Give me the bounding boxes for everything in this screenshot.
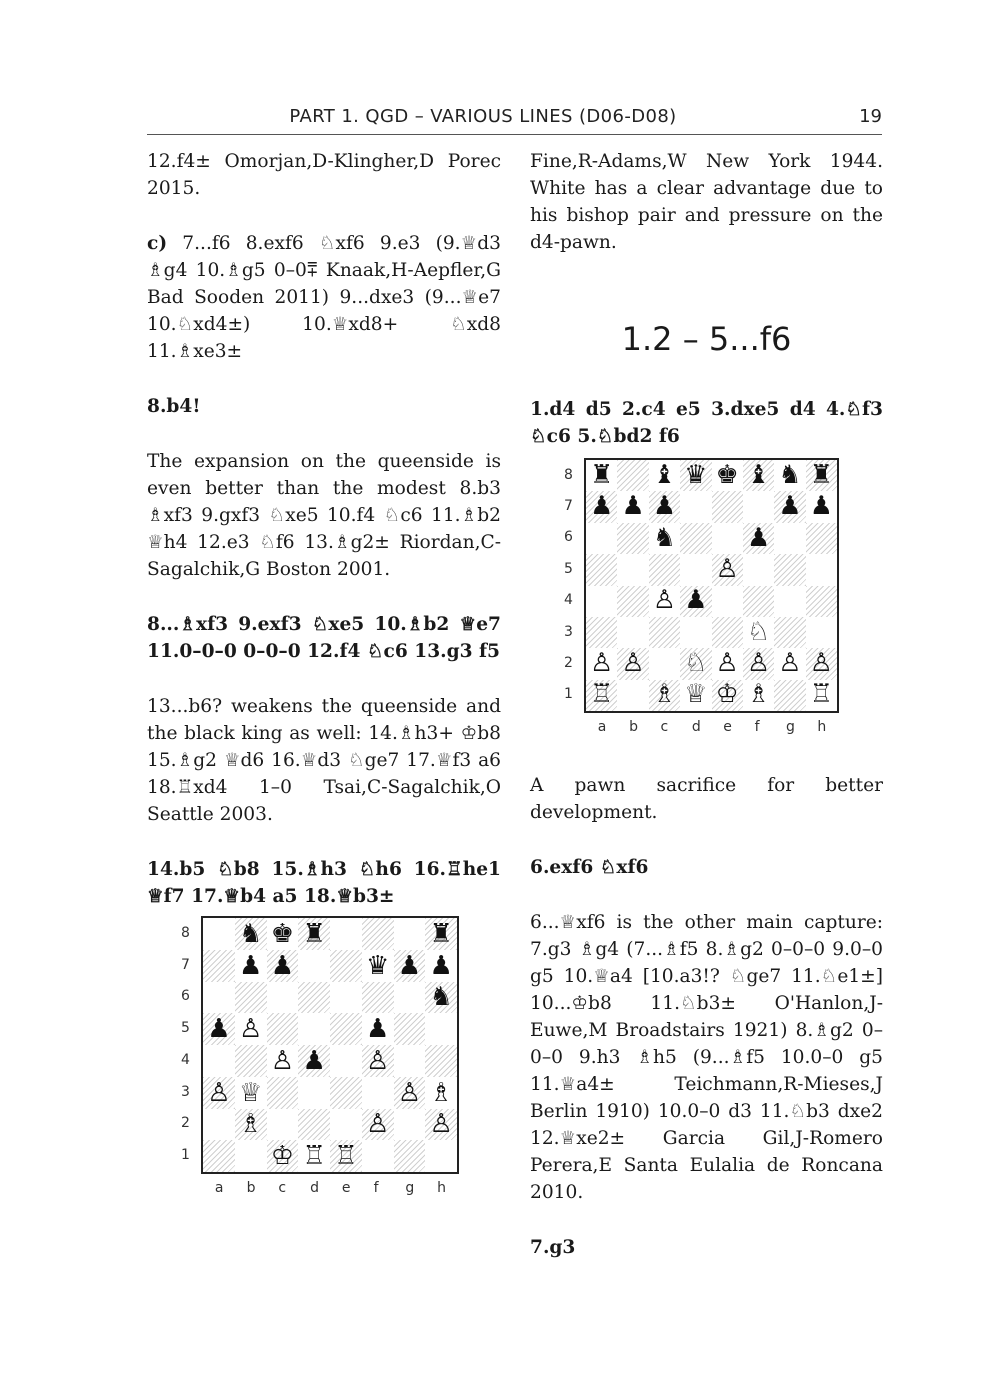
square-d7 — [680, 491, 711, 522]
square-a6 — [586, 523, 617, 554]
paragraph-continued: Fine,R-Adams,W New York 1944. White has a clear advantage due to his bishop pair and pressure on the d4-pawn. — [530, 151, 883, 253]
square-f1 — [362, 1140, 394, 1172]
white-pawn-piece: ♙ — [207, 1077, 231, 1108]
black-rook-piece: ♜ — [429, 918, 453, 949]
square-h2 — [425, 1109, 457, 1141]
square-d7 — [298, 950, 330, 982]
square-c3 — [649, 617, 680, 648]
square-a6 — [203, 982, 235, 1014]
square-e5 — [330, 1013, 362, 1045]
square-c1 — [649, 680, 680, 711]
square-h8 — [806, 460, 837, 491]
main-move-6exf6: 6.exf6 ♘xf6 — [530, 857, 649, 878]
white-king-piece: ♔ — [270, 1141, 295, 1172]
black-pawn-piece: ♟ — [809, 491, 833, 522]
square-e3 — [712, 617, 743, 648]
square-g8 — [394, 918, 426, 950]
square-h5 — [806, 554, 837, 585]
square-f3 — [362, 1077, 394, 1109]
square-e8 — [712, 460, 743, 491]
square-h7 — [425, 950, 457, 982]
rank-label: 3 — [181, 1083, 190, 1100]
square-f4 — [362, 1045, 394, 1077]
square-b4 — [617, 586, 648, 617]
white-pawn-piece: ♙ — [590, 648, 614, 679]
file-label: f — [754, 719, 760, 735]
rank-label: 4 — [564, 592, 573, 609]
square-e5 — [712, 554, 743, 585]
file-label: a — [214, 1180, 224, 1196]
square-g4 — [394, 1045, 426, 1077]
black-pawn-piece: ♟ — [621, 491, 645, 522]
square-e2 — [330, 1109, 362, 1141]
white-knight-piece: ♘ — [747, 616, 771, 647]
square-a7 — [203, 950, 235, 982]
black-pawn-piece: ♟ — [747, 522, 771, 553]
square-h8 — [425, 918, 457, 950]
square-c7 — [267, 950, 299, 982]
square-c3 — [267, 1077, 299, 1109]
square-a7 — [586, 491, 617, 522]
square-d5 — [298, 1013, 330, 1045]
square-b8 — [617, 460, 648, 491]
square-g8 — [774, 460, 805, 491]
white-pawn-piece: ♙ — [652, 585, 676, 616]
square-g4 — [774, 586, 805, 617]
black-knight-piece: ♞ — [778, 459, 802, 490]
black-knight-piece: ♞ — [652, 522, 676, 553]
white-rook-piece: ♖ — [809, 679, 833, 710]
square-d8 — [680, 460, 711, 491]
square-f6 — [743, 523, 774, 554]
square-b7 — [617, 491, 648, 522]
square-b2 — [235, 1109, 267, 1141]
black-bishop-piece: ♝ — [747, 459, 771, 490]
white-bishop-piece: ♗ — [652, 679, 676, 710]
file-label: h — [437, 1180, 446, 1196]
file-label: c — [278, 1180, 287, 1196]
white-king-piece: ♔ — [715, 679, 739, 710]
square-g5 — [774, 554, 805, 585]
square-h6 — [425, 982, 457, 1014]
paragraph-qxf6-capture: 6...♕xf6 is the other main capture: 7.g3 ♗g4 (7...♗f5 8.♗g2 0–0–0 9.0–0 g5 10.♕a4 [10.a3!? ♘ge7 11.♘e1±] 10...♔b8 11.♘b3± O'Hanlon,J-Euwe,M Broadstairs 1921) 8.♗g2 0–0–0 9.h3 ♗h5 (9...♗f5 10.0–0 g5 11.♕a4± Teichmann,R-Mieses,J Berlin 1910) 10.0–0 d3 11.♘b3 dxe2 12.♕xe2± Garcia Gil,J-Romero Perera,E Santa Eulalia de Roncana 2010. — [530, 912, 883, 1203]
square-b8 — [235, 918, 267, 950]
square-f7 — [743, 491, 774, 522]
file-label: g — [405, 1180, 415, 1196]
rank-label: 2 — [181, 1115, 190, 1132]
square-d3 — [680, 617, 711, 648]
square-f4 — [743, 586, 774, 617]
white-pawn-piece: ♙ — [715, 648, 739, 679]
square-h1 — [806, 680, 837, 711]
square-d4 — [680, 586, 711, 617]
square-b3 — [235, 1077, 267, 1109]
section-heading: 1.2 – 5...f6 — [621, 320, 792, 358]
square-b4 — [235, 1045, 267, 1077]
main-moves-8-13: 8...♗xf3 9.exf3 ♘xe5 10.♗b2 ♕e7 11.0–0–0 0–0–0 12.f4 ♘c6 13.g3 f5 — [147, 614, 501, 662]
main-move-7g3: 7.g3 — [530, 1237, 576, 1258]
square-b1 — [617, 680, 648, 711]
line-c-text: 7...f6 8.exf6 ♘xf6 9.e3 (9.♕d3 ♗g4 10.♗g5 0–0⩱ Knaak,H-Aepfler,G Bad Sooden 2011) 9...dxe3 (9...♕e7 10.♘xd4±) 10.♕xd8+ ♘xd8 11.♗xe3± — [147, 233, 501, 362]
square-h4 — [806, 586, 837, 617]
square-f3 — [743, 617, 774, 648]
square-h3 — [806, 617, 837, 648]
black-pawn-piece: ♟ — [590, 491, 614, 522]
file-label: g — [785, 719, 795, 735]
file-label: d — [691, 719, 701, 735]
square-a2 — [586, 648, 617, 679]
square-c5 — [267, 1013, 299, 1045]
square-c2 — [267, 1109, 299, 1141]
square-e7 — [712, 491, 743, 522]
square-d5 — [680, 554, 711, 585]
square-a8 — [586, 460, 617, 491]
paragraph-pawn-sacrifice: A pawn sacrifice for better development. — [530, 775, 883, 823]
white-pawn-piece: ♙ — [747, 648, 771, 679]
square-d1 — [298, 1140, 330, 1172]
black-knight-piece: ♞ — [238, 918, 263, 949]
black-rook-piece: ♜ — [302, 918, 326, 949]
square-a4 — [586, 586, 617, 617]
black-pawn-piece: ♟ — [652, 491, 676, 522]
square-g2 — [394, 1109, 426, 1141]
white-bishop-piece: ♗ — [429, 1077, 453, 1108]
white-pawn-piece: ♙ — [365, 1045, 390, 1076]
square-c8 — [649, 460, 680, 491]
file-label: h — [817, 719, 827, 735]
opening-moves: 1.d4 d5 2.c4 e5 3.dxe5 d4 4.♘f3 ♘c6 5.♘bd2 f6 — [530, 399, 883, 447]
rank-label: 4 — [181, 1051, 190, 1068]
white-pawn-piece: ♙ — [397, 1077, 422, 1108]
black-rook-piece: ♜ — [809, 459, 833, 490]
square-g1 — [774, 680, 805, 711]
square-c4 — [267, 1045, 299, 1077]
square-a3 — [203, 1077, 235, 1109]
main-move-8b4: 8.b4! — [147, 396, 201, 417]
square-c4 — [649, 586, 680, 617]
black-pawn-piece: ♟ — [207, 1014, 231, 1045]
square-a3 — [586, 617, 617, 648]
black-pawn-piece: ♟ — [238, 950, 263, 981]
square-d4 — [298, 1045, 330, 1077]
square-b5 — [235, 1013, 267, 1045]
square-c8 — [267, 918, 299, 950]
paragraph-b6-comment: 13...b6? weakens the queenside and the black king as well: 14.♗h3+ ♔b8 15.♗g2 ♕d6 16.♕d3 ♘ge7 17.♕f3 a6 18.♖xd4 1–0 Tsai,C-Sagalchik,O Seattle 2003. — [147, 696, 501, 825]
black-pawn-piece: ♟ — [397, 950, 422, 981]
square-h1 — [425, 1140, 457, 1172]
square-g6 — [774, 523, 805, 554]
rank-label: 7 — [181, 956, 190, 973]
right-column-lower — [530, 772, 883, 1261]
square-e3 — [330, 1077, 362, 1109]
white-pawn-piece: ♙ — [778, 648, 802, 679]
black-rook-piece: ♜ — [590, 459, 614, 490]
square-d6 — [298, 982, 330, 1014]
white-pawn-piece: ♙ — [365, 1109, 390, 1140]
black-pawn-piece: ♟ — [302, 1045, 326, 1076]
black-pawn-piece: ♟ — [429, 950, 453, 981]
file-label: a — [597, 719, 607, 735]
square-c5 — [649, 554, 680, 585]
square-c6 — [267, 982, 299, 1014]
square-e6 — [330, 982, 362, 1014]
square-b2 — [617, 648, 648, 679]
square-f8 — [743, 460, 774, 491]
black-pawn-piece: ♟ — [684, 585, 708, 616]
square-f7 — [362, 950, 394, 982]
rank-label: 2 — [564, 654, 573, 671]
file-label: b — [246, 1180, 256, 1196]
square-f1 — [743, 680, 774, 711]
running-header — [147, 100, 882, 135]
file-label: e — [723, 719, 732, 735]
white-pawn-piece: ♙ — [270, 1045, 295, 1076]
square-h6 — [806, 523, 837, 554]
square-g7 — [394, 950, 426, 982]
line-label: c) — [147, 233, 168, 254]
square-f8 — [362, 918, 394, 950]
square-a1 — [586, 680, 617, 711]
square-h2 — [806, 648, 837, 679]
square-b6 — [617, 523, 648, 554]
square-b7 — [235, 950, 267, 982]
file-label: e — [341, 1180, 351, 1196]
square-a8 — [203, 918, 235, 950]
square-f2 — [362, 1109, 394, 1141]
square-b6 — [235, 982, 267, 1014]
square-b3 — [617, 617, 648, 648]
paragraph-expansion: The expansion on the queenside is even better than the modest 8.b3 ♗xf3 9.gxf3 ♘xe5 10.f4 ♘c6 11.♗b2 ♕h4 12.e3 ♘f6 13.♗g2± Riordan,C-Sagalchik,G Boston 2001. — [147, 451, 501, 580]
square-e7 — [330, 950, 362, 982]
square-e6 — [712, 523, 743, 554]
left-column — [147, 148, 501, 910]
square-d1 — [680, 680, 711, 711]
square-f6 — [362, 982, 394, 1014]
square-c2 — [649, 648, 680, 679]
file-label: d — [310, 1180, 320, 1196]
white-rook-piece: ♖ — [302, 1141, 326, 1172]
chess-board — [584, 458, 839, 713]
rank-label: 6 — [181, 988, 190, 1005]
rank-label: 8 — [564, 466, 573, 483]
black-king-piece: ♚ — [270, 918, 295, 949]
paragraph-game-ref: 12.f4± Omorjan,D-Klingher,D Porec 2015. — [147, 151, 501, 199]
square-d2 — [680, 648, 711, 679]
square-e1 — [712, 680, 743, 711]
square-f5 — [743, 554, 774, 585]
square-h5 — [425, 1013, 457, 1045]
right-column — [530, 148, 883, 450]
black-pawn-piece: ♟ — [270, 950, 295, 981]
square-g5 — [394, 1013, 426, 1045]
square-a5 — [586, 554, 617, 585]
square-e2 — [712, 648, 743, 679]
rank-label: 5 — [564, 560, 573, 577]
white-pawn-piece: ♙ — [429, 1109, 453, 1140]
white-pawn-piece: ♙ — [238, 1014, 263, 1045]
white-pawn-piece: ♙ — [621, 648, 645, 679]
white-queen-piece: ♕ — [238, 1077, 263, 1108]
black-pawn-piece: ♟ — [365, 1014, 390, 1045]
black-king-piece: ♚ — [715, 459, 739, 490]
file-label: f — [373, 1180, 379, 1196]
rank-label: 8 — [181, 924, 190, 941]
black-bishop-piece: ♝ — [652, 459, 676, 490]
black-knight-piece: ♞ — [429, 982, 453, 1013]
rank-label: 1 — [181, 1147, 190, 1164]
square-h3 — [425, 1077, 457, 1109]
white-pawn-piece: ♙ — [809, 648, 833, 679]
white-rook-piece: ♖ — [334, 1141, 358, 1172]
main-moves-14-18: 14.b5 ♘b8 15.♗h3 ♘h6 16.♖he1 ♕f7 17.♕b4 a5 18.♕b3± — [147, 859, 501, 907]
square-g6 — [394, 982, 426, 1014]
square-f5 — [362, 1013, 394, 1045]
chapter-title: PART 1. QGD – VARIOUS LINES (D06-D08) — [289, 106, 677, 127]
white-knight-piece: ♘ — [684, 648, 708, 679]
rank-label: 5 — [181, 1020, 190, 1037]
white-bishop-piece: ♗ — [238, 1109, 263, 1140]
square-a4 — [203, 1045, 235, 1077]
rank-label: 6 — [564, 529, 573, 546]
square-h4 — [425, 1045, 457, 1077]
rank-label: 7 — [564, 498, 573, 515]
square-g2 — [774, 648, 805, 679]
square-c7 — [649, 491, 680, 522]
chess-board — [201, 916, 459, 1174]
square-g3 — [774, 617, 805, 648]
square-c1 — [267, 1140, 299, 1172]
black-queen-piece: ♛ — [684, 459, 708, 490]
square-g1 — [394, 1140, 426, 1172]
square-e8 — [330, 918, 362, 950]
square-e4 — [712, 586, 743, 617]
square-g7 — [774, 491, 805, 522]
square-g3 — [394, 1077, 426, 1109]
square-f2 — [743, 648, 774, 679]
square-a5 — [203, 1013, 235, 1045]
file-label: b — [629, 719, 638, 735]
square-h7 — [806, 491, 837, 522]
black-pawn-piece: ♟ — [778, 491, 802, 522]
page-number: 19 — [859, 106, 882, 127]
white-rook-piece: ♖ — [590, 679, 614, 710]
square-d6 — [680, 523, 711, 554]
square-c6 — [649, 523, 680, 554]
square-e4 — [330, 1045, 362, 1077]
square-e1 — [330, 1140, 362, 1172]
rank-label: 1 — [564, 686, 573, 703]
square-b5 — [617, 554, 648, 585]
square-a1 — [203, 1140, 235, 1172]
white-bishop-piece: ♗ — [747, 679, 771, 710]
black-queen-piece: ♛ — [365, 950, 390, 981]
square-d2 — [298, 1109, 330, 1141]
square-d3 — [298, 1077, 330, 1109]
square-a2 — [203, 1109, 235, 1141]
white-queen-piece: ♕ — [684, 679, 708, 710]
square-d8 — [298, 918, 330, 950]
rank-label: 3 — [564, 623, 573, 640]
white-pawn-piece: ♙ — [715, 553, 739, 584]
square-b1 — [235, 1140, 267, 1172]
file-label: c — [660, 719, 669, 735]
paragraph-line-c — [147, 230, 501, 365]
